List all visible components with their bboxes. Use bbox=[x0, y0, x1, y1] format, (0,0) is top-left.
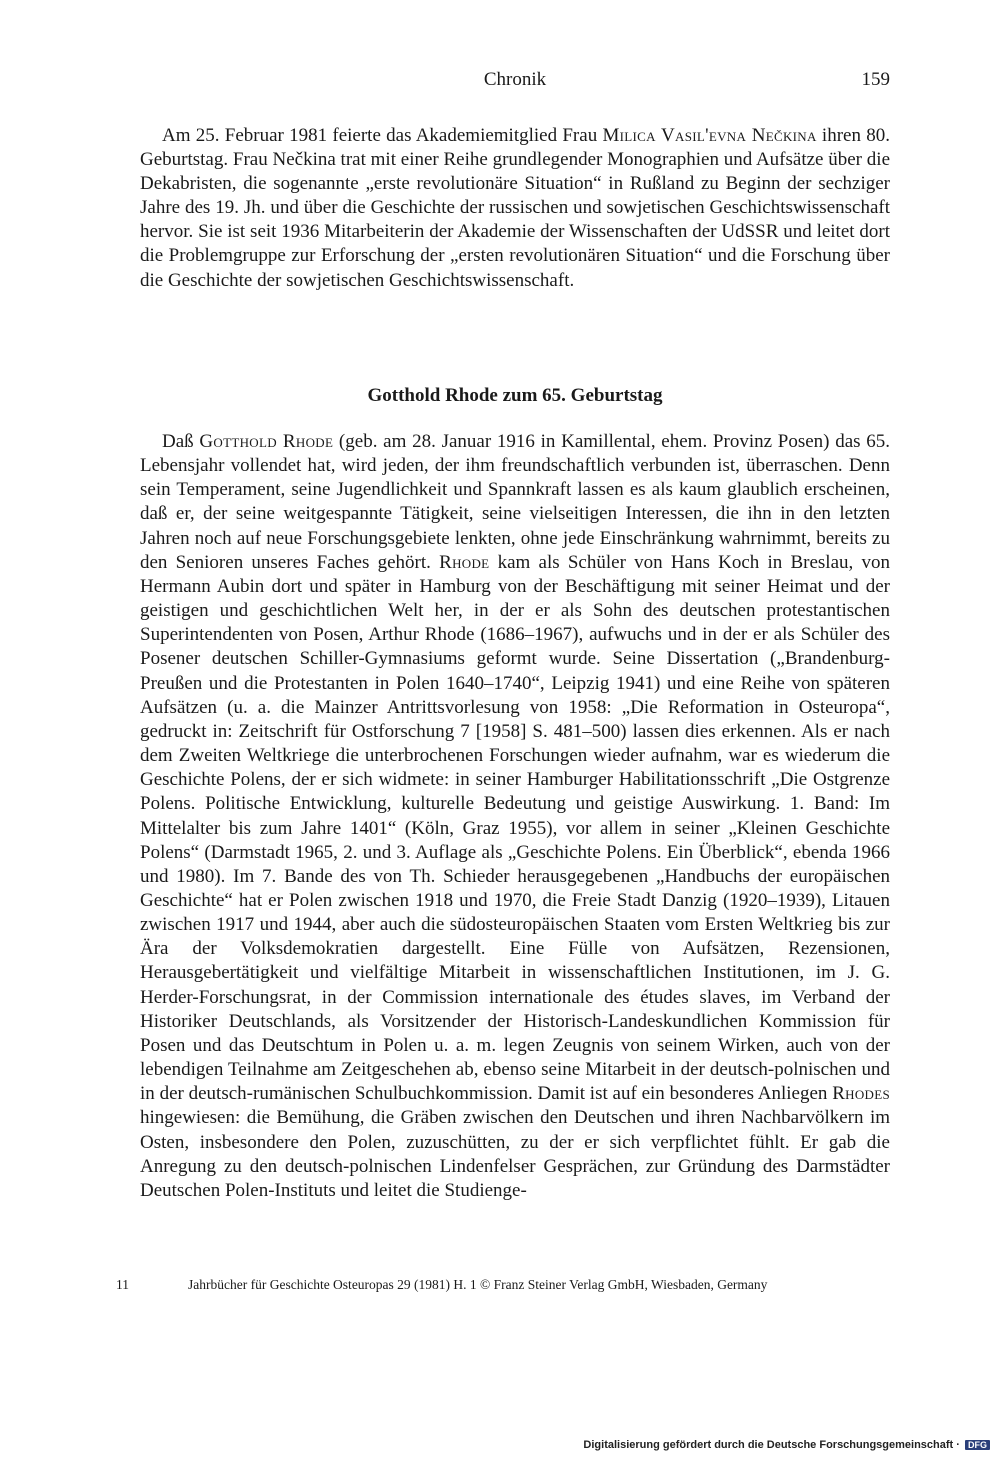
para-text: hingewiesen: die Bemühung, die Gräben zwischen den Deutschen und ihren Nachbarvölkern im Osten, insbesondere den Polen, zuzuschütten, zu der er sich verpflichtet fühlt. Er gab die Anregung zu den deutsch-polnischen Lindenfelser Gesprächen, zur Gründung des Darmstädter Deutschen Polen-Instituts und leitet die Studienge- bbox=[140, 1107, 890, 1201]
para-text: (geb. am 28. Januar 1916 in Kamillental, ehem. Provinz Posen) das 65. Lebensjahr vollendet hat, wird jeden, der ihm freundschaftlich verbunden ist, überraschen. Denn sein Temperament, seine Jugendlichkeit und Spannkraft lassen es als kaum glaublich erscheinen, daß er, der seine weitgespannte Tätigkeit, seine vielseitigen Interessen, die ihn in den letzten Jahren noch auf neue Forschungsgebiete lenkten, ohne jede Einschränkung wahrnimmt, bereits zu den Senioren unseres Faches gehört. bbox=[140, 431, 891, 573]
journal-citation: Jahrbücher für Geschichte Osteuropas 29 (1981) H. 1 © Franz Steiner Verlag GmbH, Wiesbaden, Germany bbox=[188, 1277, 768, 1292]
running-head-title: Chronik bbox=[483, 69, 547, 90]
person-name: Milica Vasil'evna Nečkina bbox=[602, 125, 817, 146]
dfg-logo: DFG bbox=[965, 1440, 990, 1450]
printer-signature: 11 bbox=[116, 1277, 129, 1292]
person-name: Rhodes bbox=[832, 1083, 890, 1105]
digitization-notice bbox=[583, 1439, 990, 1451]
para-text: Am 25. Februar 1981 feierte das Akademiemitglied Frau bbox=[162, 125, 603, 146]
chronicle-paragraph-neckina bbox=[140, 124, 890, 293]
person-name: Gotthold Rhode bbox=[199, 431, 334, 452]
section-heading: Gotthold Rhode zum 65. Geburtstag bbox=[367, 385, 663, 406]
person-name: Rhode bbox=[439, 551, 490, 573]
para-text: ihren 80. Geburtstag. Frau Nečkina trat mit einer Reihe grundlegender Monographien und Aufsätze über die Dekabristen, die sogenannte „erste revolutionäre Situation“ in Rußland zu Beginn der sechziger Jahre des 19. Jh. und über die Geschichte der russischen und sowjetischen Geschichtswissenschaft hervor. Sie ist seit 1936 Mitarbeiterin der Akademie der Wissenschaften der UdSSR und leitet dort die Problemgruppe zur Erforschung der „ersten revolutionären Situation“ und die Forschung über die Geschichte der sowjetischen Geschichtswissenschaft. bbox=[140, 125, 890, 291]
para-text: Daß bbox=[162, 431, 200, 452]
para-text: kam als Schüler von Hans Koch in Breslau, von Hermann Aubin dort und später in Hamburg von der Beschäftigung mit seiner Heimat und der geistigen und geschichtlichen Welt her, in der er als Sohn des deutschen protestantischen Superintendenten von Posen, Arthur Rhode (1686–1967), aufwuchs und in der er als Schüler des Posener deutschen Schiller-Gymnasiums geformt wurde. Seine Dissertation („Brandenburg-Preußen und die Protestanten in Polen 1640–1740“, Leipzig 1941) und eine Reihe von späteren Aufsätzen (u. a. die Mainzer Antrittsvorlesung von 1958: „Die Reformation in Osteuropa“, gedruckt in: Zeitschrift für Ostforschung 7 [1958] S. 481–500) lassen dies erkennen. Als er nach dem Zweiten Weltkriege die unterbrochenen Forschungen wieder aufnahm, war es wiederum die Geschichte Polens, der er sich widmete: in seiner Hamburger Habilitationsschrift „Die Ostgrenze Polens. Politische Entwicklung, kulturelle Bedeutung und geistige Auswirkung. 1. Band: Im Mittelalter bis zum Jahre 1401“ (Köln, Graz 1955), vor allem in seiner „Kleinen Geschichte Polens“ (Darmstadt 1965, 2. und 3. Auflage als „Geschichte Polens. Ein Überblick“, ebenda 1966 und 1980). Im 7. Bande des von Th. Schieder herausgegebenen „Handbuchs der europäischen Geschichte“ hat er Polen zwischen 1918 und 1970, die Freie Stadt Danzig (1920–1939), Litauen zwischen 1917 und 1944, aber auch die südosteuropäischen Staaten vom Ersten Weltkrieg bis zur Ära der Volksdemokratien dargestellt. Eine Fülle von Aufsätzen, Rezensionen, Herausgebertätigkeit und vielfältige Mitarbeit in wissenschaftlichen Institutionen, im J. G. Herder-Forschungsrat, in der Commission internationale des études slaves, im Verband der Historiker Deutschlands, als Vorsitzender der Historisch-Landeskundlichen Kommission für Posen und das Deutschtum in Polen u. a. m. legen Zeugnis von seinem Wirken, auch von der lebendigen Teilnahme am Zeitgeschehen ab, ebenso seine Mitarbeit in der deutsch-polnischen und in der deutsch-rumänischen Schulbuchkommission. Damit ist auf ein besonderes Anliegen bbox=[140, 551, 890, 1105]
chronicle-paragraph-rhode bbox=[140, 430, 890, 1203]
digitization-text: Digitalisierung gefördert durch die Deutsche Forschungsgemeinschaft · bbox=[583, 1439, 960, 1451]
page-number: 159 bbox=[861, 69, 890, 90]
